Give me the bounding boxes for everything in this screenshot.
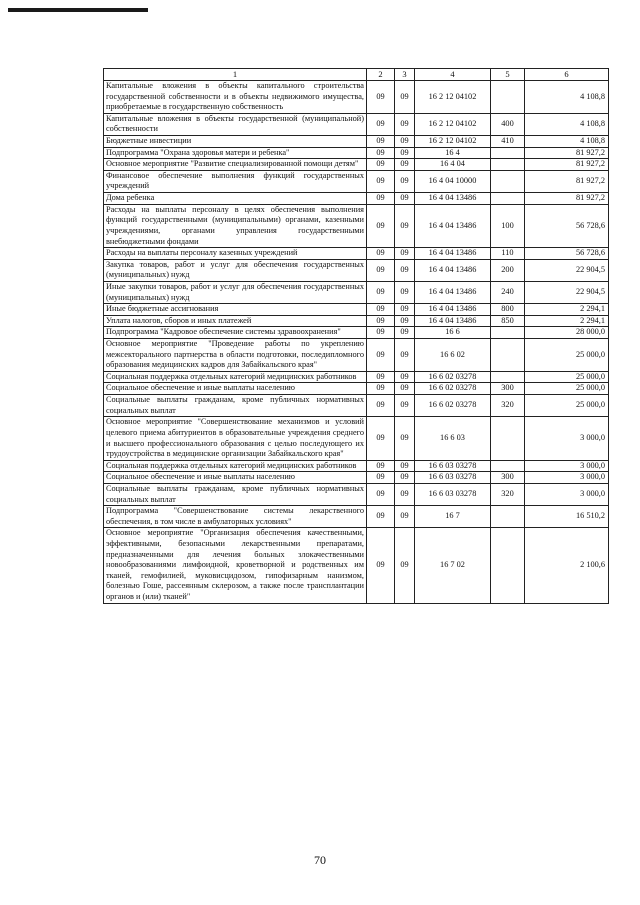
table-row <box>104 371 609 383</box>
row-expense-type <box>491 159 525 171</box>
row-target-code: 16 6 02 03278 <box>415 395 491 417</box>
row-name: Социальное обеспечение и иные выплаты населению <box>104 383 367 395</box>
row-expense-type <box>491 81 525 114</box>
row-subsection: 09 <box>395 259 415 281</box>
row-section: 09 <box>367 136 395 148</box>
row-expense-type <box>491 506 525 528</box>
column-header: 6 <box>525 69 609 81</box>
row-amount: 2 294,1 <box>525 304 609 316</box>
row-expense-type: 320 <box>491 483 525 505</box>
row-amount: 81 927,2 <box>525 170 609 192</box>
page-number: 70 <box>314 853 326 867</box>
row-amount: 22 904,5 <box>525 259 609 281</box>
row-subsection: 09 <box>395 170 415 192</box>
row-name: Расходы на выплаты персоналу казенных учреждений <box>104 248 367 260</box>
table-row <box>104 113 609 135</box>
table-row <box>104 339 609 372</box>
row-target-code: 16 6 <box>415 327 491 339</box>
row-subsection: 09 <box>395 472 415 484</box>
row-amount: 25 000,0 <box>525 371 609 383</box>
row-name: Закупка товаров, работ и услуг для обеспечения государственных (муниципальных) нужд <box>104 259 367 281</box>
column-header: 5 <box>491 69 525 81</box>
table-row <box>104 204 609 247</box>
row-target-code: 16 2 12 04102 <box>415 113 491 135</box>
row-subsection: 09 <box>395 159 415 171</box>
row-expense-type: 400 <box>491 113 525 135</box>
row-name: Капитальные вложения в объекты капитального строительства государственной собственности и в объекты недвижимого имущества, приобретаемые в государственную собственность <box>104 81 367 114</box>
row-expense-type <box>491 147 525 159</box>
row-amount: 16 510,2 <box>525 506 609 528</box>
row-section: 09 <box>367 204 395 247</box>
table-row <box>104 528 609 603</box>
row-name: Социальное обеспечение и иные выплаты населению <box>104 472 367 484</box>
row-target-code: 16 4 <box>415 147 491 159</box>
row-target-code: 16 6 02 03278 <box>415 383 491 395</box>
row-name: Подпрограмма "Кадровое обеспечение системы здравоохранения" <box>104 327 367 339</box>
row-target-code: 16 4 04 13486 <box>415 259 491 281</box>
row-name: Основное мероприятие "Проведение работы по укреплению межсекторального партнерства в области подготовки, последипломного образования медицинских кадров для Забайкальского края" <box>104 339 367 372</box>
row-section: 09 <box>367 304 395 316</box>
row-amount: 2 100,6 <box>525 528 609 603</box>
row-target-code: 16 4 04 10000 <box>415 170 491 192</box>
row-amount: 4 108,8 <box>525 136 609 148</box>
table-row <box>104 304 609 316</box>
row-amount: 81 927,2 <box>525 159 609 171</box>
row-target-code: 16 4 04 13486 <box>415 281 491 303</box>
table-row <box>104 147 609 159</box>
row-expense-type: 300 <box>491 383 525 395</box>
row-subsection: 09 <box>395 304 415 316</box>
row-amount: 56 728,6 <box>525 248 609 260</box>
row-target-code: 16 2 12 04102 <box>415 81 491 114</box>
row-name: Основное мероприятие "Организация обеспечения качественными, эффективными, безопасными лекарственными препаратами, предназначенными для лечения больных злокачественными новообразованиями лимфоидной, кроветворной и родственных им тканей, гемофилией, муковисцидозом, гипофизарным нанизмом, болезнью Гоше, рассеянным склерозом, а также после трансплантации органов и (или) тканей" <box>104 528 367 603</box>
row-name: Финансовое обеспечение выполнения функций государственных учреждений <box>104 170 367 192</box>
table-row <box>104 248 609 260</box>
row-name: Расходы на выплаты персоналу в целях обеспечения выполнения функций государственными (муниципальными) органами, казенными учреждениями, органами управления государственными внебюджетными фондами <box>104 204 367 247</box>
row-expense-type <box>491 528 525 603</box>
row-name: Основное мероприятие "Совершенствование механизмов и условий целевого приема абитуриентов в образовательные учреждения среднего и высшего профессионального образования с целью последующего их трудоустройства в медицинские организации Забайкальского края" <box>104 417 367 460</box>
row-expense-type <box>491 460 525 472</box>
row-amount: 25 000,0 <box>525 395 609 417</box>
row-subsection: 09 <box>395 371 415 383</box>
row-expense-type: 410 <box>491 136 525 148</box>
row-subsection: 09 <box>395 147 415 159</box>
row-name: Социальная поддержка отдельных категорий медицинских работников <box>104 460 367 472</box>
row-target-code: 16 4 04 13486 <box>415 315 491 327</box>
row-amount: 25 000,0 <box>525 339 609 372</box>
row-amount: 81 927,2 <box>525 193 609 205</box>
row-section: 09 <box>367 383 395 395</box>
row-section: 09 <box>367 170 395 192</box>
table-row <box>104 327 609 339</box>
row-expense-type: 300 <box>491 472 525 484</box>
row-expense-type: 110 <box>491 248 525 260</box>
table-row <box>104 170 609 192</box>
table-row <box>104 193 609 205</box>
row-expense-type: 240 <box>491 281 525 303</box>
table-row <box>104 315 609 327</box>
row-amount: 3 000,0 <box>525 472 609 484</box>
row-expense-type <box>491 417 525 460</box>
row-section: 09 <box>367 315 395 327</box>
row-subsection: 09 <box>395 395 415 417</box>
row-subsection: 09 <box>395 528 415 603</box>
row-name: Социальные выплаты гражданам, кроме публичных нормативных социальных выплат <box>104 395 367 417</box>
row-subsection: 09 <box>395 248 415 260</box>
row-target-code: 16 4 04 13486 <box>415 193 491 205</box>
row-amount: 3 000,0 <box>525 483 609 505</box>
row-target-code: 16 7 02 <box>415 528 491 603</box>
row-section: 09 <box>367 193 395 205</box>
row-amount: 25 000,0 <box>525 383 609 395</box>
row-section: 09 <box>367 159 395 171</box>
row-subsection: 09 <box>395 339 415 372</box>
table-header-row <box>104 69 609 81</box>
row-section: 09 <box>367 281 395 303</box>
row-subsection: 09 <box>395 460 415 472</box>
row-target-code: 16 6 02 03278 <box>415 371 491 383</box>
row-name: Подпрограмма "Совершенствование системы лекарственного обеспечения, в том числе в амбулаторных условиях" <box>104 506 367 528</box>
row-name: Иные закупки товаров, работ и услуг для обеспечения государственных (муниципальных) нужд <box>104 281 367 303</box>
row-name: Капитальные вложения в объекты государственной (муниципальной) собственности <box>104 113 367 135</box>
row-target-code: 16 6 03 03278 <box>415 472 491 484</box>
row-amount: 3 000,0 <box>525 460 609 472</box>
row-name: Иные бюджетные ассигнования <box>104 304 367 316</box>
row-expense-type <box>491 193 525 205</box>
row-amount: 28 000,0 <box>525 327 609 339</box>
row-expense-type: 320 <box>491 395 525 417</box>
table-row <box>104 136 609 148</box>
table-row <box>104 460 609 472</box>
row-subsection: 09 <box>395 136 415 148</box>
table-row <box>104 259 609 281</box>
row-section: 09 <box>367 483 395 505</box>
row-target-code: 16 2 12 04102 <box>415 136 491 148</box>
row-expense-type: 850 <box>491 315 525 327</box>
row-target-code: 16 6 02 <box>415 339 491 372</box>
column-header: 3 <box>395 69 415 81</box>
row-subsection: 09 <box>395 483 415 505</box>
table-row <box>104 281 609 303</box>
row-section: 09 <box>367 81 395 114</box>
row-name: Дома ребенка <box>104 193 367 205</box>
row-target-code: 16 4 04 13486 <box>415 248 491 260</box>
table-row <box>104 506 609 528</box>
row-section: 09 <box>367 395 395 417</box>
column-header: 1 <box>104 69 367 81</box>
row-target-code: 16 4 04 13486 <box>415 204 491 247</box>
row-subsection: 09 <box>395 383 415 395</box>
row-target-code: 16 6 03 03278 <box>415 483 491 505</box>
row-amount: 3 000,0 <box>525 417 609 460</box>
row-section: 09 <box>367 460 395 472</box>
row-target-code: 16 4 04 <box>415 159 491 171</box>
row-target-code: 16 7 <box>415 506 491 528</box>
row-subsection: 09 <box>395 193 415 205</box>
row-subsection: 09 <box>395 315 415 327</box>
column-header: 2 <box>367 69 395 81</box>
row-target-code: 16 6 03 <box>415 417 491 460</box>
row-section: 09 <box>367 248 395 260</box>
row-amount: 2 294,1 <box>525 315 609 327</box>
row-section: 09 <box>367 339 395 372</box>
row-expense-type <box>491 339 525 372</box>
row-amount: 4 108,8 <box>525 113 609 135</box>
row-name: Бюджетные инвестиции <box>104 136 367 148</box>
row-subsection: 09 <box>395 204 415 247</box>
row-section: 09 <box>367 371 395 383</box>
row-expense-type: 200 <box>491 259 525 281</box>
row-name: Подпрограмма "Охрана здоровья матери и ребенка" <box>104 147 367 159</box>
row-subsection: 09 <box>395 506 415 528</box>
table-row <box>104 483 609 505</box>
row-subsection: 09 <box>395 327 415 339</box>
row-amount: 81 927,2 <box>525 147 609 159</box>
row-expense-type <box>491 371 525 383</box>
table-body <box>104 81 609 604</box>
row-name: Уплата налогов, сборов и иных платежей <box>104 315 367 327</box>
row-name: Основное мероприятие "Развитие специализированной помощи детям" <box>104 159 367 171</box>
row-amount: 22 904,5 <box>525 281 609 303</box>
table-row <box>104 472 609 484</box>
row-amount: 56 728,6 <box>525 204 609 247</box>
row-subsection: 09 <box>395 281 415 303</box>
budget-table <box>103 68 609 604</box>
row-subsection: 09 <box>395 113 415 135</box>
table-row <box>104 383 609 395</box>
row-expense-type: 100 <box>491 204 525 247</box>
row-section: 09 <box>367 472 395 484</box>
row-section: 09 <box>367 506 395 528</box>
row-amount: 4 108,8 <box>525 81 609 114</box>
row-target-code: 16 6 03 03278 <box>415 460 491 472</box>
row-subsection: 09 <box>395 417 415 460</box>
top-rule <box>8 8 148 12</box>
row-section: 09 <box>367 113 395 135</box>
row-section: 09 <box>367 417 395 460</box>
row-section: 09 <box>367 327 395 339</box>
row-expense-type: 800 <box>491 304 525 316</box>
table-row <box>104 81 609 114</box>
row-target-code: 16 4 04 13486 <box>415 304 491 316</box>
row-section: 09 <box>367 259 395 281</box>
row-name: Социальные выплаты гражданам, кроме публичных нормативных социальных выплат <box>104 483 367 505</box>
row-section: 09 <box>367 528 395 603</box>
table-row <box>104 159 609 171</box>
row-section: 09 <box>367 147 395 159</box>
table-row <box>104 395 609 417</box>
row-name: Социальная поддержка отдельных категорий медицинских работников <box>104 371 367 383</box>
column-header: 4 <box>415 69 491 81</box>
row-subsection: 09 <box>395 81 415 114</box>
row-expense-type <box>491 170 525 192</box>
row-expense-type <box>491 327 525 339</box>
table-row <box>104 417 609 460</box>
